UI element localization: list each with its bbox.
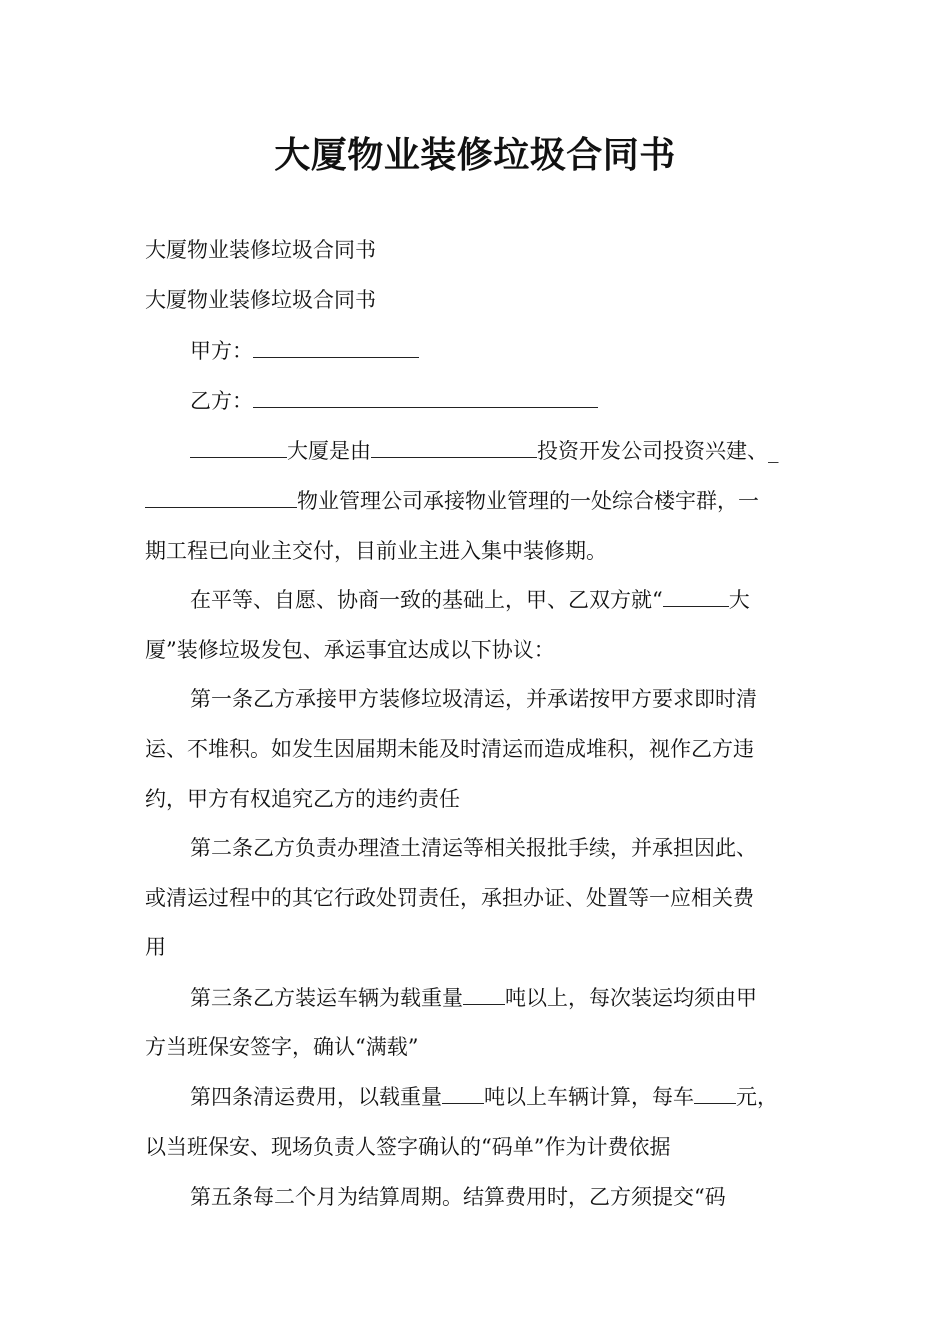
building-name-blank [190,439,287,458]
article1-line-2: 运、不堆积。如发生因届期未能及时清运而造成堆积，视作乙方违 [145,737,754,761]
article2-line-2: 或清运过程中的其它行政处罚责任，承担办证、处置等一应相关费 [145,886,754,910]
article2-line-3: 用 [145,935,166,959]
article1-line-1: 第一条乙方承接甲方装修垃圾清运，并承诺按甲方要求即时清 [190,687,757,711]
intro-line-1 [190,436,810,466]
party-b-blank [253,389,598,408]
agreement-text-1b: 大 [728,588,750,612]
party-a-blank [253,339,419,358]
article3-text-1b: 吨以上，每次装运均须由甲 [505,986,757,1010]
heading-line-2: 大厦物业装修垃圾合同书 [145,288,376,312]
article4-text-1a: 第四条清运费用，以载重量 [190,1085,442,1109]
article4-text-1c: 元， [736,1085,778,1109]
party-a-label: 甲方： [190,339,253,363]
fee-tonnage-blank [442,1085,484,1104]
intro-text-1a: 大厦是由 [287,439,371,463]
intro-line-2 [145,486,810,516]
developer-blank [371,439,537,458]
article3-text-1a: 第三条乙方装运车辆为载重量 [190,986,463,1010]
fee-amount-blank [694,1085,736,1104]
intro-text-1b: 投资开发公司投资兴建、_ [537,439,779,463]
agreement-building-blank [663,588,729,607]
article3-line-2: 方当班保安签字，确认“满载” [145,1035,419,1059]
intro-line-3: 期工程已向业主交付，目前业主进入集中装修期。 [145,539,607,563]
document-title: 大厦物业装修垃圾合同书 [274,135,676,176]
party-b-label: 乙方： [190,389,253,413]
article4-text-1b: 吨以上车辆计算，每车 [484,1085,694,1109]
heading-line-1: 大厦物业装修垃圾合同书 [145,238,376,262]
intro-text-2: 物业管理公司承接物业管理的一处综合楼宇群，一 [297,489,759,513]
article1-line-3: 约，甲方有权追究乙方的违约责任 [145,787,460,811]
article2-line-1: 第二条乙方负责办理渣土清运等相关报批手续，并承担因此、 [190,836,757,860]
agreement-line-2: 厦”装修垃圾发包、承运事宜达成以下协议： [145,638,555,662]
agreement-line-1 [190,585,810,615]
article4-line-1 [190,1082,810,1112]
property-company-blank [145,489,297,508]
party-b-line [190,386,810,416]
party-a-line [190,336,810,366]
article4-line-2: 以当班保安、现场负责人签字确认的“码单”作为计费依据 [145,1135,671,1159]
agreement-text-1a: 在平等、自愿、协商一致的基础上，甲、乙双方就“ [190,588,663,612]
tonnage-blank [463,986,505,1005]
article3-line-1 [190,983,810,1013]
article5-line-1: 第五条每二个月为结算周期。结算费用时，乙方须提交“码 [190,1185,726,1209]
